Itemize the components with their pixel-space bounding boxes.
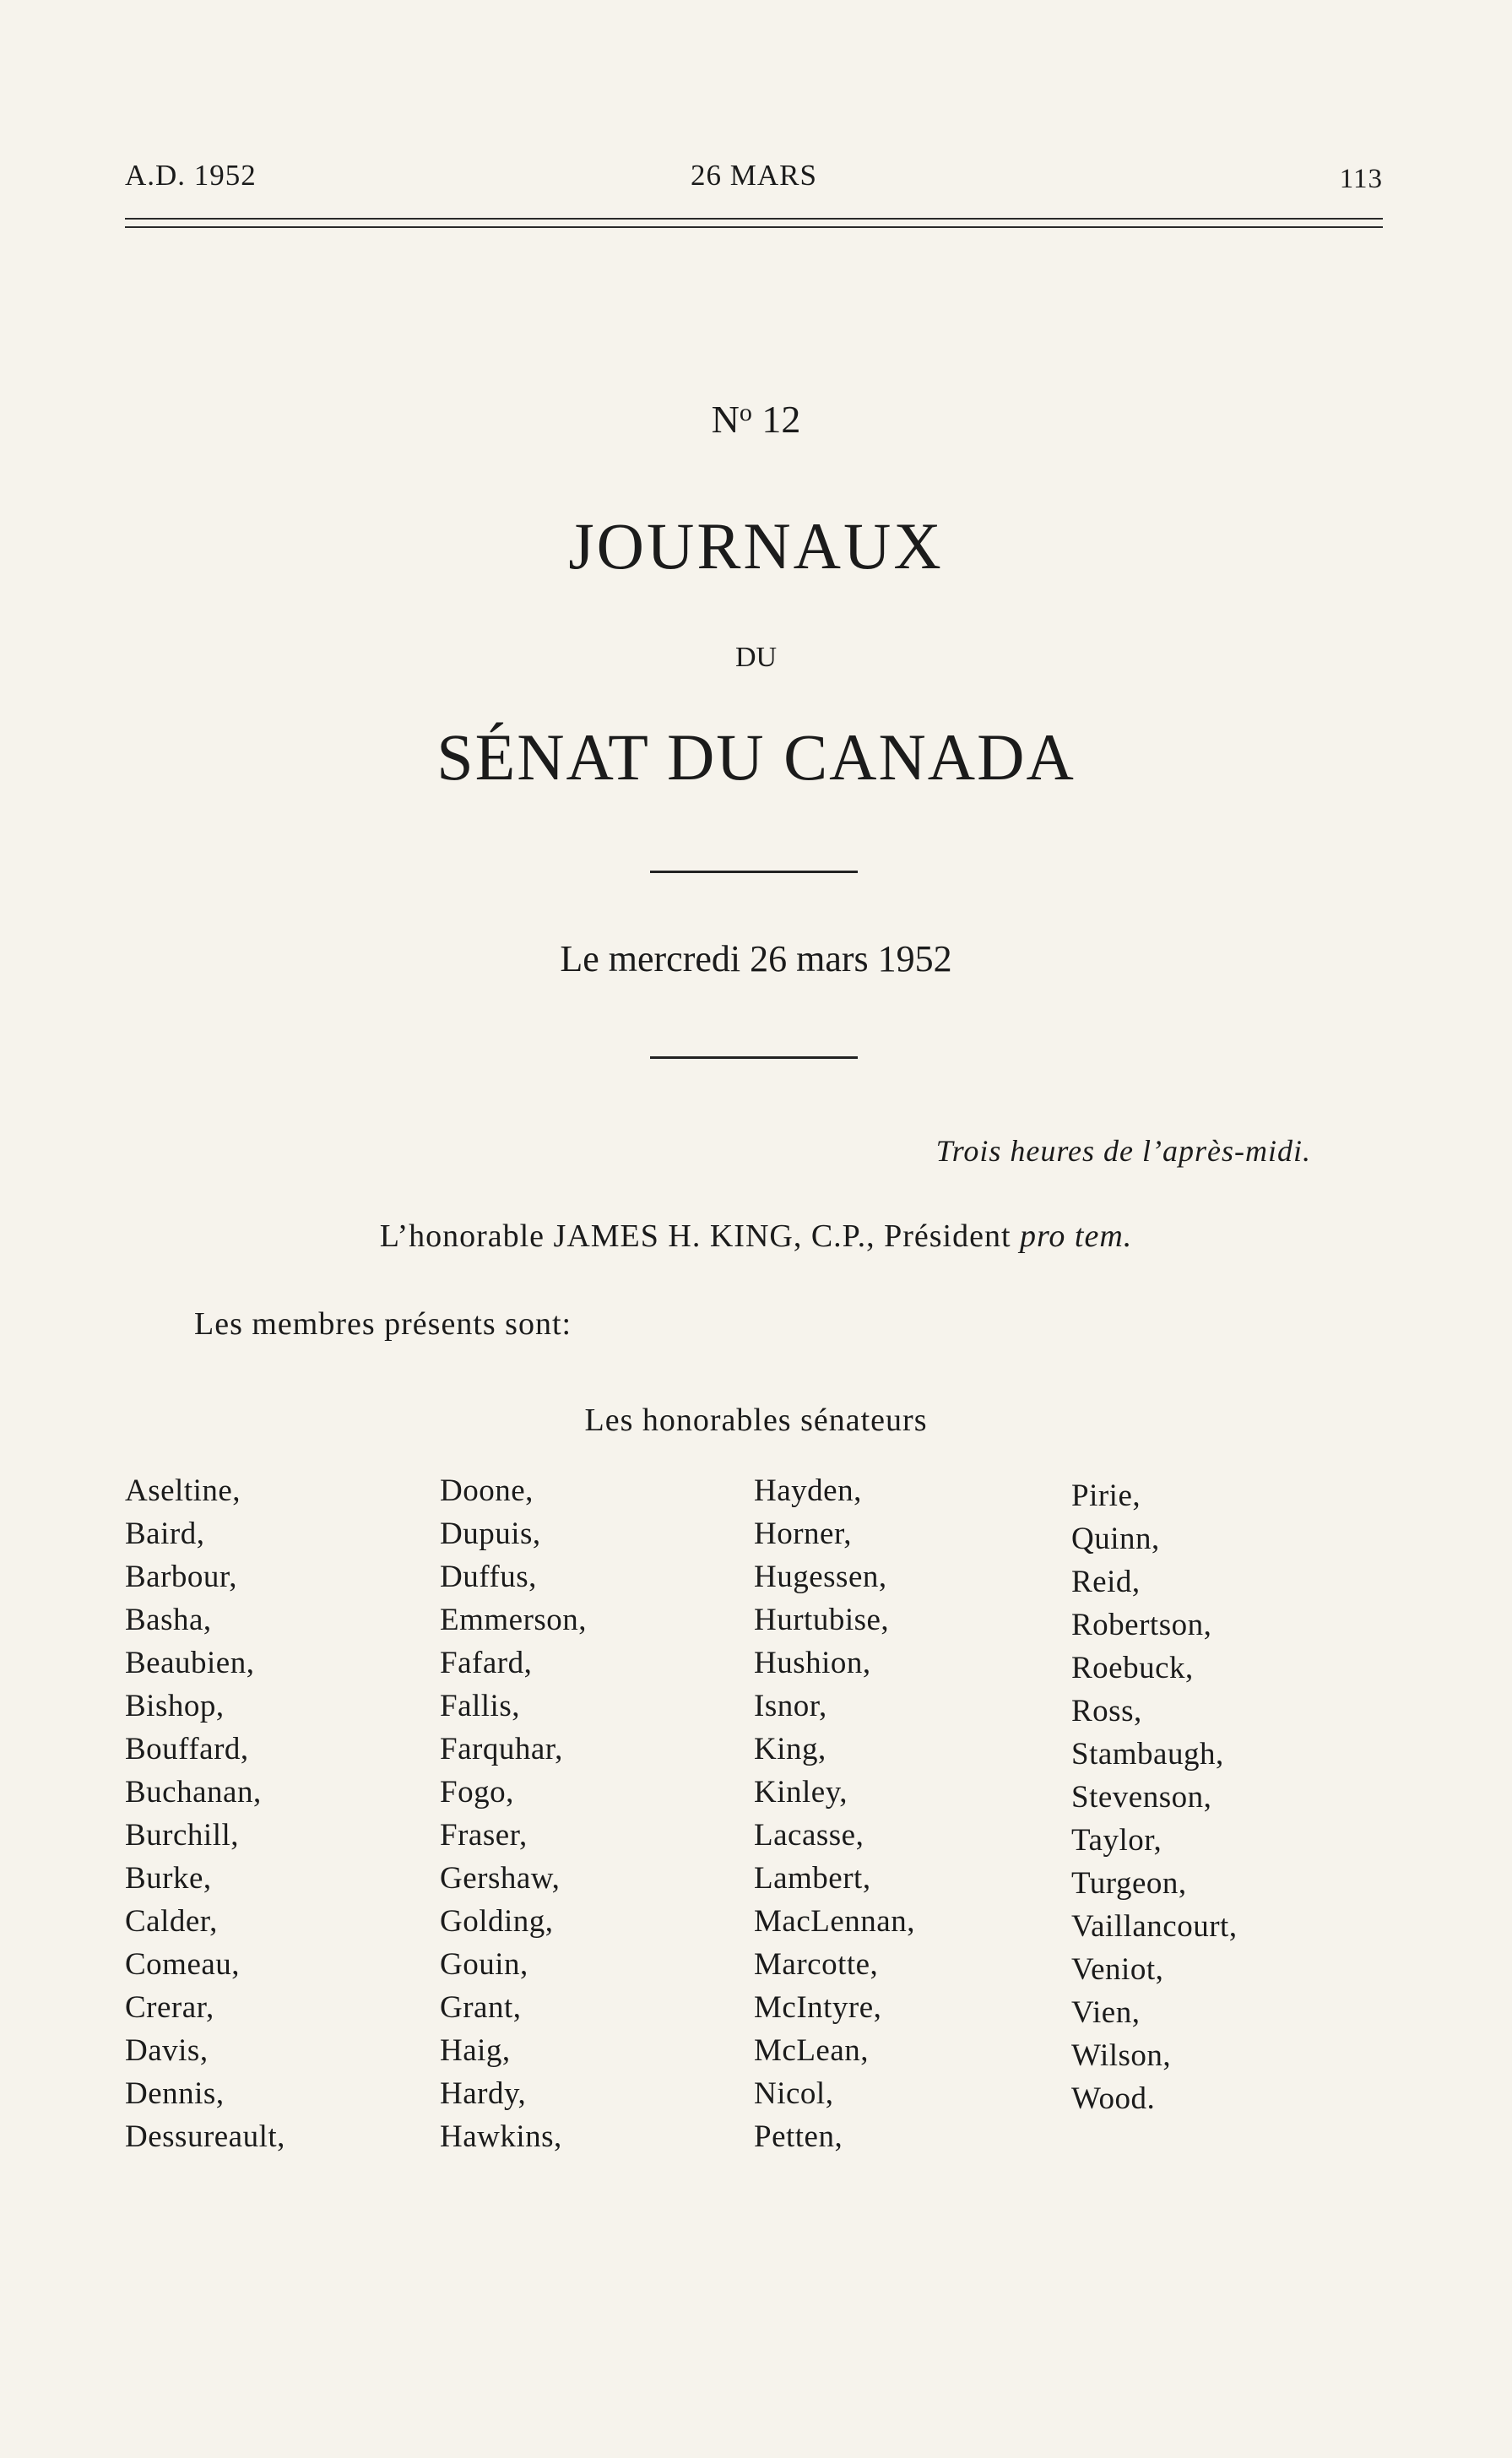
senator-name: Isnor, xyxy=(754,1689,827,1723)
members-intro: Les membres présents sont: xyxy=(194,1306,572,1342)
sitting-time: Trois heures de l’après-midi. xyxy=(935,1134,1311,1168)
senator-name: Dennis, xyxy=(125,2076,225,2111)
senator-name: Calder, xyxy=(125,1904,218,1939)
document-subtitle-du: DU xyxy=(734,642,778,673)
senator-name: Fafard, xyxy=(440,1646,533,1680)
header-date: 26 MARS xyxy=(691,159,817,192)
senator-name: Wilson, xyxy=(1071,2038,1172,2073)
president-text: L’honorable JAMES H. KING, C.P., Président xyxy=(379,1218,1011,1254)
senator-name: King, xyxy=(754,1732,826,1766)
senator-name: Emmerson, xyxy=(440,1603,588,1637)
senator-name: Doone, xyxy=(440,1473,534,1508)
senator-name: Petten, xyxy=(754,2119,843,2154)
senator-name: Quinn, xyxy=(1071,1522,1160,1556)
senator-name: Hardy, xyxy=(440,2076,527,2111)
senator-name: Ross, xyxy=(1071,1694,1142,1728)
senator-name: Burchill, xyxy=(125,1818,240,1853)
senator-name: Farquhar, xyxy=(440,1732,563,1766)
senator-name: Golding, xyxy=(440,1904,554,1939)
senator-name: Turgeon, xyxy=(1071,1866,1187,1901)
senators-heading: Les honorables sénateurs xyxy=(584,1403,928,1438)
senator-name: Haig, xyxy=(440,2033,511,2068)
senator-name: Beaubien, xyxy=(125,1646,255,1680)
senator-name: Fallis, xyxy=(440,1689,520,1723)
running-head xyxy=(125,159,1383,201)
issue-number-superscript: o xyxy=(739,399,752,426)
divider-rule xyxy=(650,1056,858,1059)
header-double-rule xyxy=(125,218,1383,228)
senator-name: Davis, xyxy=(125,2033,209,2068)
senator-name: Roebuck, xyxy=(1071,1651,1194,1685)
document-subtitle-senat: SÉNAT DU CANADA xyxy=(436,720,1076,794)
senator-name: Reid, xyxy=(1071,1565,1141,1599)
senators-column-2 xyxy=(440,1469,587,2158)
issue-number-value: 12 xyxy=(761,398,801,441)
senator-name: Pirie, xyxy=(1071,1479,1141,1513)
senator-name: Dessureault, xyxy=(125,2119,285,2154)
senator-name: Hushion, xyxy=(754,1646,871,1680)
senator-name: Fogo, xyxy=(440,1775,514,1810)
senator-name: Comeau, xyxy=(125,1947,241,1982)
president-italic: pro tem. xyxy=(1020,1218,1133,1254)
senator-name: Barbour, xyxy=(125,1560,238,1594)
senator-name: Kinley, xyxy=(754,1775,848,1810)
senator-name: Taylor, xyxy=(1071,1823,1162,1858)
senator-name: Veniot, xyxy=(1071,1952,1164,1987)
senator-name: MacLennan, xyxy=(754,1904,915,1939)
senator-name: Fraser, xyxy=(440,1818,528,1853)
senator-name: Aseltine, xyxy=(125,1473,241,1508)
senator-name: Hurtubise, xyxy=(754,1603,890,1637)
senator-name: Hayden, xyxy=(754,1473,862,1508)
senator-name: Hawkins, xyxy=(440,2119,562,2154)
senator-name: Stambaugh, xyxy=(1071,1737,1224,1772)
senator-name: McIntyre, xyxy=(754,1990,882,2025)
senator-name: Burke, xyxy=(125,1861,212,1896)
senator-name: Lacasse, xyxy=(754,1818,864,1853)
senator-name: Stevenson, xyxy=(1071,1780,1212,1815)
senator-name: Baird, xyxy=(125,1517,205,1551)
senator-name: Vien, xyxy=(1071,1995,1141,2030)
senator-name: Basha, xyxy=(125,1603,212,1637)
header-year: A.D. 1952 xyxy=(125,159,257,192)
senator-name: Bishop, xyxy=(125,1689,225,1723)
senator-name: Grant, xyxy=(440,1990,522,2025)
issue-number-prefix: N xyxy=(711,398,740,441)
senator-name: Gershaw, xyxy=(440,1861,561,1896)
senator-name: Hugessen, xyxy=(754,1560,887,1594)
president-line xyxy=(0,1218,1512,1255)
divider-rule xyxy=(650,871,858,873)
senators-column-3 xyxy=(754,1469,915,2158)
senator-name: Crerar, xyxy=(125,1990,214,2025)
senator-name: Dupuis, xyxy=(440,1517,541,1551)
senator-name: Nicol, xyxy=(754,2076,834,2111)
senators-column-4 xyxy=(1071,1474,1238,2120)
senator-name: Gouin, xyxy=(440,1947,528,1982)
senator-name: Wood. xyxy=(1071,2081,1156,2116)
senator-name: Lambert, xyxy=(754,1861,871,1896)
senator-name: Duffus, xyxy=(440,1560,537,1594)
senator-name: Robertson, xyxy=(1071,1608,1212,1642)
senator-name: Bouffard, xyxy=(125,1732,249,1766)
senator-name: Horner, xyxy=(754,1517,853,1551)
document-title: JOURNAUX xyxy=(568,509,944,583)
senator-name: McLean, xyxy=(754,2033,870,2068)
sitting-date: Le mercredi 26 mars 1952 xyxy=(560,938,952,979)
senator-name: Buchanan, xyxy=(125,1775,262,1810)
senator-name: Marcotte, xyxy=(754,1947,879,1982)
issue-number xyxy=(0,397,1512,442)
senators-column-1 xyxy=(125,1469,285,2158)
page-number: 113 xyxy=(1339,164,1383,194)
senator-name: Vaillancourt, xyxy=(1071,1909,1238,1944)
